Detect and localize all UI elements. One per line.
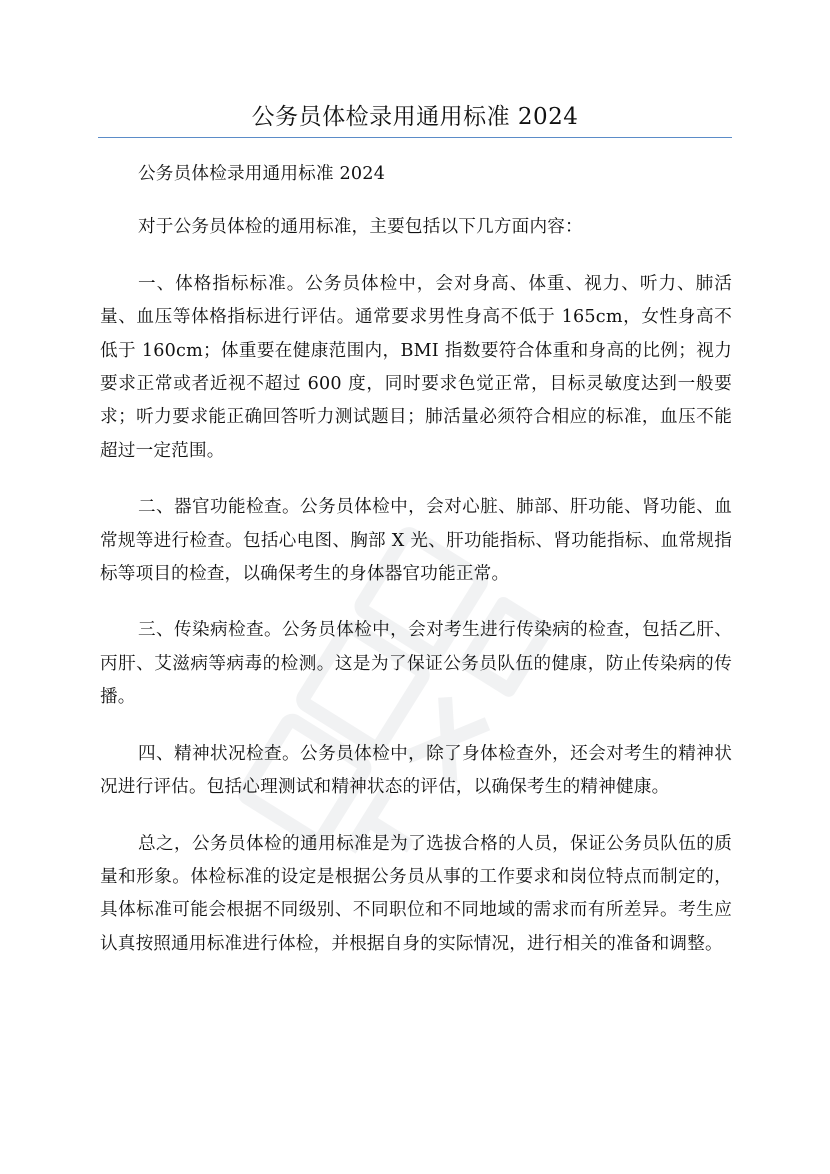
paragraph-mental-health: 四、精神状况检查。公务员体检中，除了身体检查外，还会对考生的精神状况进行评估。包括心理测试和精神状态的评估，以确保考生的精神健康。 [100,743,732,798]
paragraph-infectious-disease: 三、传染病检查。公务员体检中，会对考生进行传染病的检查，包括乙肝、丙肝、艾滋病等病毒的检测。这是为了保证公务员队伍的健康，防止传染病的传播。 [100,620,732,708]
document-title: 公务员体检录用通用标准 2024 [251,104,579,130]
document-body [100,158,732,984]
paragraph-conclusion: 总之，公务员体检的通用标准是为了选拔合格的人员，保证公务员队伍的质量和形象。体检标准的设定是根据公务员从事的工作要求和岗位特点而制定的，具体标准可能会根据不同级别、不同职位和不同地域的需求而有所差异。考生应认真按照通用标准进行体检，并根据自身的实际情况，进行相关的准备和调整。 [100,833,732,954]
title-underline [98,137,732,138]
paragraph-organ-function: 二、器官功能检查。公务员体检中，会对心脏、肺部、肝功能、肾功能、血常规等进行检查。包括心电图、胸部 X 光、肝功能指标、肾功能指标、血常规指标等项目的检查，以确保考生的身体器官功能正常。 [100,497,732,585]
paragraph-subtitle: 公务员体检录用通用标准 2024 [138,164,386,184]
paragraph-intro: 对于公务员体检的通用标准，主要包括以下几方面内容： [138,217,583,238]
paragraph-physical-standards: 一、体格指标标准。公务员体检中，会对身高、体重、视力、听力、肺活量、血压等体格指标进行评估。通常要求男性身高不低于 165cm，女性身高不低于 160cm；体重要在健康范围内，BMI 指数要符合体重和身高的比例；视力要求正常或者近视不超过 600 度，同时要求色觉正常，目标灵敏度达到一般要求；听力要求能正确回答听力测试题目；肺活量必须符合相应的标准，血压不能超过一定范围。 [100,273,732,461]
